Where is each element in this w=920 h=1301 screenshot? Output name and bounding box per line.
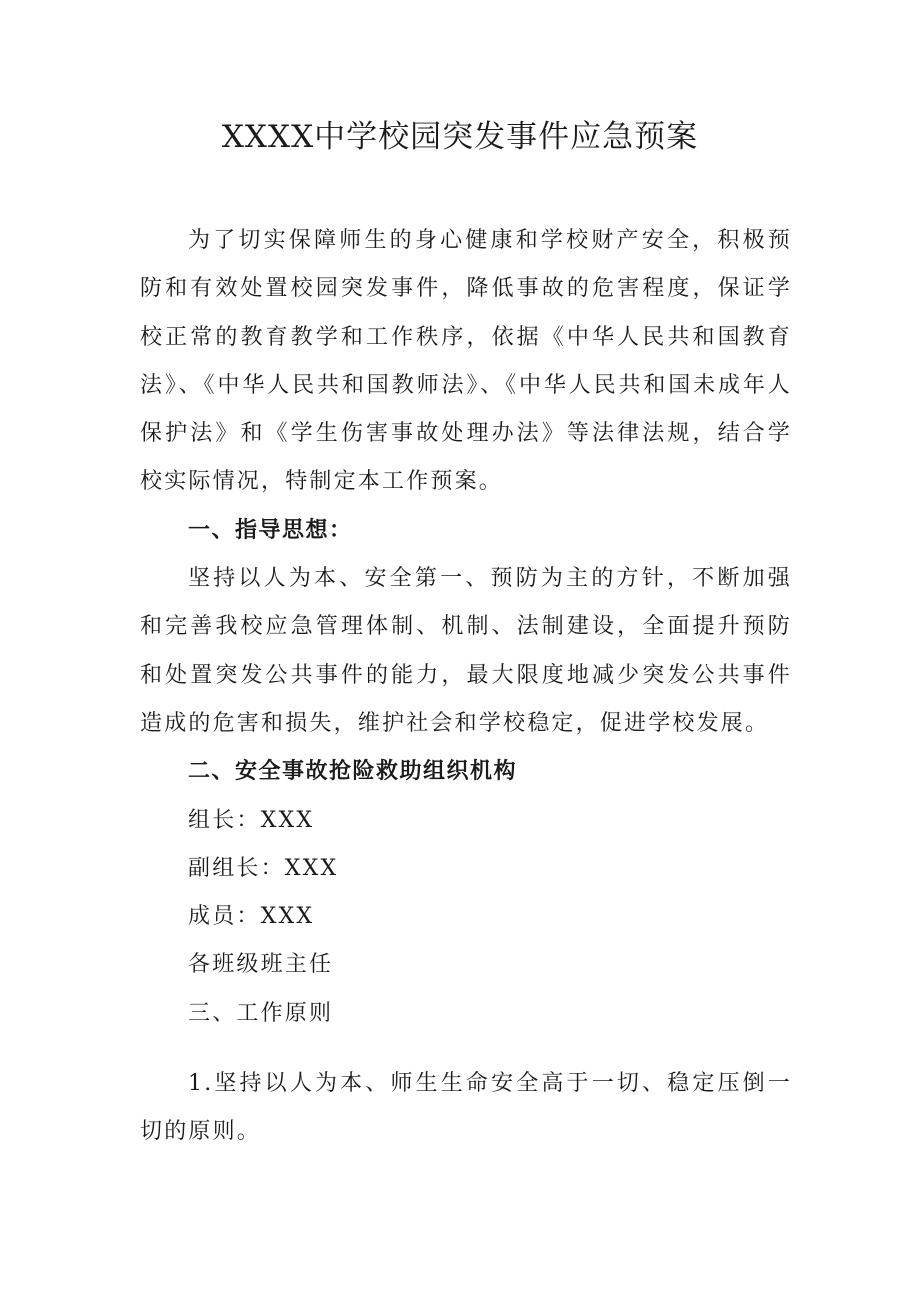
- org-class-teachers: 各班级班主任: [188, 952, 334, 978]
- org-leader: 组长：XXX: [188, 807, 315, 833]
- org-members: 成员：XXX: [188, 904, 315, 930]
- section-heading-guiding-ideology: 一、指导思想：: [188, 517, 353, 543]
- document-body: [140, 217, 792, 1157]
- principle-item-1: 1.坚持以人为本、师生生命安全高于一切、稳定压倒一切的原则。: [140, 1071, 792, 1145]
- org-deputy-leader: 副组长：XXX: [188, 855, 339, 881]
- intro-paragraph: 为了切实保障师生的身心健康和学校财产安全，积极预防和有效处置校园突发事件，降低事故的危害程度，保证学校正常的教育教学和工作秩序，依据《中华人民共和国教育法》、《中华人民共和国教师法》、《中华人民共和国未成年人保护法》和《学生伤害事故处理办法》等法律法规，结合学校实际情况，特制定本工作预案。: [140, 228, 792, 495]
- spacer: [140, 1038, 792, 1060]
- section-heading-organization: 二、安全事故抢险救助组织机构: [188, 759, 518, 785]
- guiding-ideology-paragraph: 坚持以人为本、安全第一、预防为主的方针，不断加强和完善我校应急管理体制、机制、法制建设，全面提升预防和处置突发公共事件的能力，最大限度地减少突发公共事件造成的危害和损失，维护社会和学校稳定，促进学校发展。: [140, 566, 792, 736]
- section-heading-work-principles: 三、工作原则: [188, 1000, 334, 1026]
- document-title: XXXX中学校园突发事件应急预案: [221, 119, 699, 155]
